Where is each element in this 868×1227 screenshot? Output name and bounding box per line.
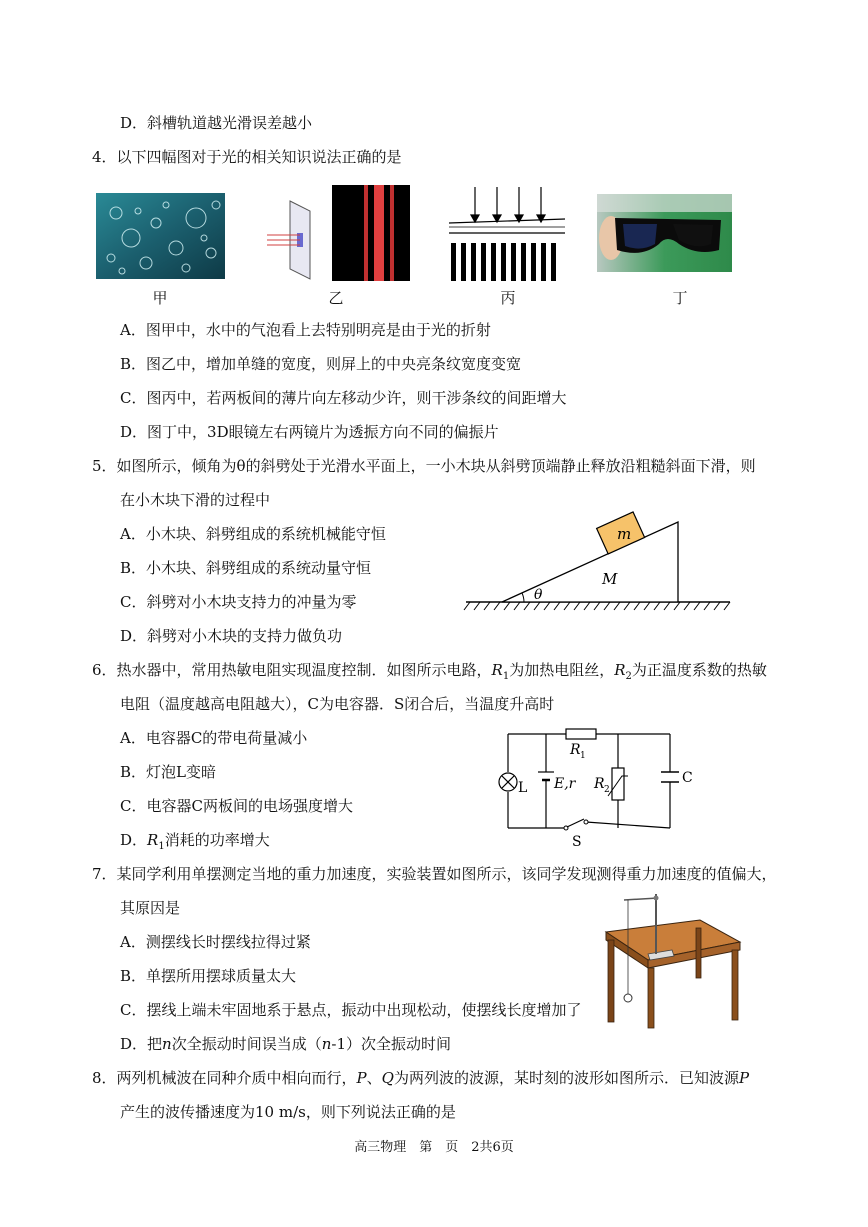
- wedge-label: M: [602, 570, 618, 588]
- q5-option-b: B．小木块、斜劈组成的系统动量守恒: [120, 559, 372, 577]
- q4-option-a: A．图甲中，水中的气泡看上去特别明亮是由于光的折射: [120, 321, 491, 339]
- q3-option-d: D．斜槽轨道越光滑误差越小: [120, 114, 313, 132]
- q7-option-c: C．摆线上端未牢固地系于悬点，振动中出现松动，使摆线长度增加了: [120, 1001, 582, 1019]
- q4-option-b: B．图乙中，增加单缝的宽度，则屏上的中央亮条纹宽度变宽: [120, 355, 522, 373]
- pendulum-table-diagram: [600, 890, 745, 1030]
- q6-stem-line2: 电阻（温度越高电阻越大），C为电容器．S闭合后，当温度升高时: [120, 695, 555, 713]
- q5-option-a: A．小木块、斜劈组成的系统机械能守恒: [120, 525, 386, 543]
- q6-stem-line1: 6．热水器中，常用热敏电阻实现温度控制．如图所示电路，$R_1$为加热电阻丝，$R_2$为正温度系数的热敏: [92, 661, 767, 682]
- q8-stem-line2: 产生的波传播速度为10 m/s，则下列说法正确的是: [120, 1103, 456, 1121]
- q7-option-d: D．把n次全振动时间误当成（n-1）次全振动时间: [120, 1035, 452, 1053]
- q7-stem-line2: 其原因是: [120, 899, 181, 917]
- q5-option-c: C．斜劈对小木块支持力的冲量为零: [120, 593, 357, 611]
- q7-option-a: A．测摆线长时摆线拉得过紧: [120, 933, 311, 951]
- lamp-label: L: [518, 780, 528, 796]
- r2-label: R: [594, 776, 605, 792]
- q8-stem-line1: 8．两列机械波在同种介质中相向而行，P、Q为两列波的波源，某时刻的波形如图所示．已知波源P: [92, 1069, 750, 1087]
- block-label: m: [617, 525, 632, 543]
- q5-option-d: D．斜劈对小木块的支持力做负功: [120, 627, 343, 645]
- switch-label: S: [572, 834, 582, 850]
- incline-wedge-diagram: [462, 510, 734, 616]
- circuit-diagram: [496, 724, 706, 850]
- fig-caption-jia: 甲: [152, 289, 168, 307]
- q6-option-a: A．电容器C的带电荷量减小: [120, 729, 308, 747]
- q7-stem-line1: 7．某同学利用单摆测定当地的重力加速度，实验装置如图所示，该同学发现测得重力加速度的值偏大，: [92, 865, 777, 883]
- q7-option-b: B．单摆所用摆球质量太大: [120, 967, 297, 985]
- r2-subscript: 2: [604, 785, 610, 795]
- q4-stem: 4．以下四幅图对于光的相关知识说法正确的是: [92, 148, 402, 166]
- angle-label: θ: [534, 587, 543, 603]
- fig-caption-ding: 丁: [672, 289, 688, 307]
- r1-subscript: 1: [580, 751, 586, 761]
- q4-option-c: C．图丙中，若两板间的薄片向左移动少许，则干涉条纹的间距增大: [120, 389, 567, 407]
- q6-option-b: B．灯泡L变暗: [120, 763, 216, 781]
- fig-caption-yi: 乙: [328, 289, 344, 307]
- single-slit-diagram: [262, 183, 412, 283]
- capacitor-label: C: [682, 770, 693, 786]
- emf-label: E,r: [554, 776, 576, 792]
- bubbles-image: [96, 193, 225, 279]
- r1-label: R: [570, 742, 581, 758]
- q5-stem-line2: 在小木块下滑的过程中: [120, 491, 271, 509]
- thin-film-diagram: [447, 185, 569, 283]
- page-footer: 高三物理 第 页 2共6页: [354, 1140, 514, 1155]
- q4-option-d: D．图丁中，3D眼镜左右两镜片为透振方向不同的偏振片: [120, 423, 499, 441]
- q5-stem-line1: 5．如图所示，倾角为θ的斜劈处于光滑水平面上，一小木块从斜劈顶端静止释放沿粗糙斜面下滑，则: [92, 457, 756, 475]
- 3d-glasses-image: [597, 194, 732, 272]
- fig-caption-bing: 丙: [500, 289, 516, 307]
- q6-option-c: C．电容器C两板间的电场强度增大: [120, 797, 353, 815]
- q6-option-d: D．$R_1$消耗的功率增大: [120, 831, 270, 852]
